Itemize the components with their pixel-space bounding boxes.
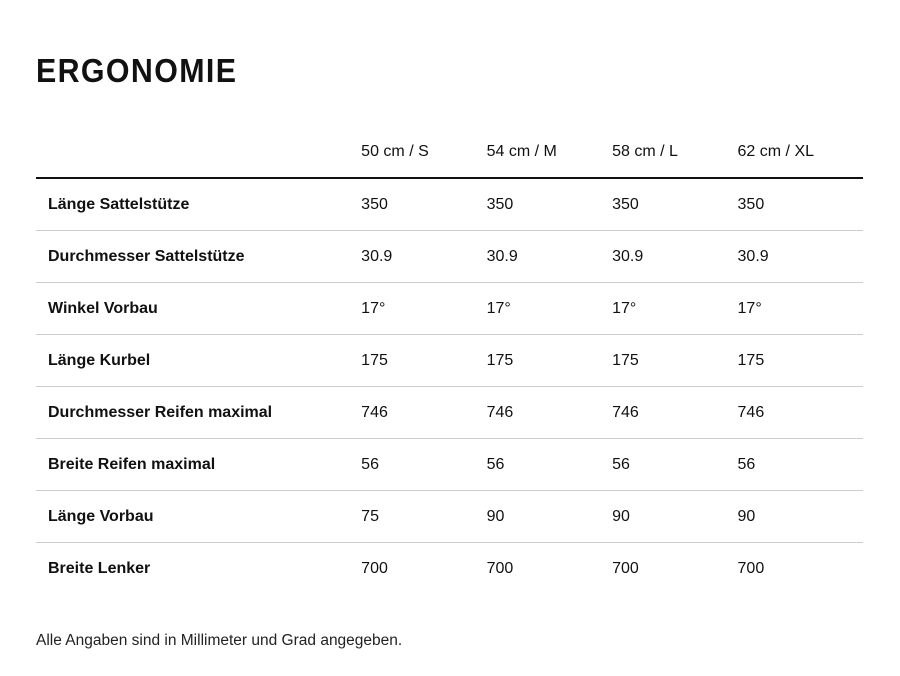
table-row (36, 283, 863, 335)
table-cell: 17° (612, 283, 737, 335)
row-label: Breite Lenker (48, 559, 151, 577)
footnote: Alle Angaben sind in Millimeter und Grad angegeben. (36, 632, 403, 649)
table-cell: 350 (361, 178, 486, 231)
column-header-m: 54 cm / M (487, 127, 612, 178)
column-header-s: 50 cm / S (361, 127, 486, 178)
table-row (36, 439, 863, 491)
table-cell: 30.9 (487, 231, 612, 283)
table-cell: 30.9 (612, 231, 737, 283)
table-cell: 350 (738, 178, 863, 231)
table-row (36, 231, 863, 283)
table-cell: 700 (737, 559, 765, 577)
row-label: Länge Sattelstütze (36, 178, 361, 231)
table-cell: 90 (487, 491, 612, 543)
table-row (36, 387, 863, 439)
table-cell: 700 (612, 559, 639, 577)
header-corner (36, 127, 361, 178)
table-cell: 30.9 (361, 231, 486, 283)
row-label: Länge Kurbel (36, 335, 361, 387)
table-cell: 56 (738, 439, 863, 491)
ergonomics-table (36, 127, 863, 594)
table-cell: 746 (738, 387, 863, 439)
table-cell: 17° (361, 283, 486, 335)
column-header-xl: 62 cm / XL (738, 127, 863, 178)
row-label: Länge Vorbau (36, 491, 361, 543)
table-cell: 75 (361, 491, 486, 543)
table-cell: 700 (361, 559, 388, 577)
table-cell: 90 (612, 491, 737, 543)
table-cell: 175 (738, 335, 863, 387)
table-cell: 17° (487, 283, 612, 335)
page-title: ERGONOMIE (36, 52, 238, 89)
table-cell: 175 (487, 335, 612, 387)
table-row (36, 491, 863, 543)
row-label: Durchmesser Reifen maximal (36, 387, 361, 439)
table-cell: 17° (738, 283, 863, 335)
table-cell: 350 (487, 178, 612, 231)
table-row (36, 178, 863, 231)
table-cell: 56 (612, 439, 737, 491)
table-cell: 30.9 (738, 231, 863, 283)
table-cell: 175 (612, 335, 737, 387)
table-row (36, 335, 863, 387)
row-label: Breite Reifen maximal (36, 439, 361, 491)
table-cell: 746 (487, 387, 612, 439)
table-cell: 90 (738, 491, 863, 543)
row-label: Durchmesser Sattelstütze (36, 231, 361, 283)
table-cell: 56 (487, 439, 612, 491)
row-label: Winkel Vorbau (36, 283, 361, 335)
table-cell: 350 (612, 178, 737, 231)
column-header-l: 58 cm / L (612, 127, 737, 178)
table-cell: 56 (361, 439, 486, 491)
table-cell: 746 (612, 387, 737, 439)
table-row (36, 543, 863, 595)
table-cell: 746 (361, 387, 486, 439)
table-cell: 700 (486, 559, 514, 577)
table-header-row (36, 127, 863, 178)
table-cell: 175 (361, 335, 486, 387)
